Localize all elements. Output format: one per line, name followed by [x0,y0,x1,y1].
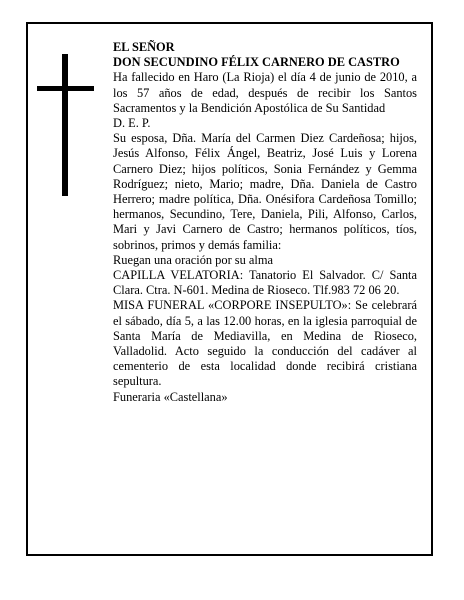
dep-text: D. E. P. [113,116,151,131]
chapel-text: CAPILLA VELATORIA: Tanatorio El Salvador. C/ Santa Clara. Ctra. N-601. Medina de Rioseco. Tlf.983 72 06 20. [113,268,417,298]
prayer-text: Ruegan una oración por su alma [113,252,273,267]
title-line1: EL SEÑOR [113,40,175,54]
funeral-home-text: Funeraria «Castellana» [113,389,228,404]
cross-icon-bar [37,86,94,91]
obituary-text [113,40,417,405]
funeral-text: MISA FUNERAL «CORPORE INSEPULTO»: Se celebrará el sábado, día 5, a las 12.00 horas, en la iglesia parroquial de Santa María de Mediavilla, en Medina de Rioseco, Valladolid. Acto seguido la conducción del cadáver al cementerio de esta localidad donde recibirá cristiana sepultura. [113,298,417,389]
cross-icon [62,54,68,196]
deceased-name: DON SECUNDINO FÉLIX CARNERO DE CASTRO [113,55,400,70]
family-text: Su esposa, Dña. María del Carmen Diez Cardeñosa; hijos, Jesús Alfonso, Félix Ángel, Beatriz, José Luis y Lorena Carnero Diez; hijos políticos, Sonia Fernández y Gemma Rodríguez; nieto, Mario; madre, Dña. Daniela de Castro Herrero; madre política, Dña. Onésifora Cardeñosa Tomillo; hermanos, Secundino, Tere, Daniela, Pili, Alfonso, Carlos, Mari y Javi Carnero de Castro; hermanos políticos, tíos, sobrinos, primos y demás familia: [113,131,417,252]
announcement-text: Ha fallecido en Haro (La Rioja) el día 4 de junio de 2010, a los 57 años de edad, después de recibir los Santos Sacramentos y la Bendición Apostólica de Su Santidad [113,70,417,115]
